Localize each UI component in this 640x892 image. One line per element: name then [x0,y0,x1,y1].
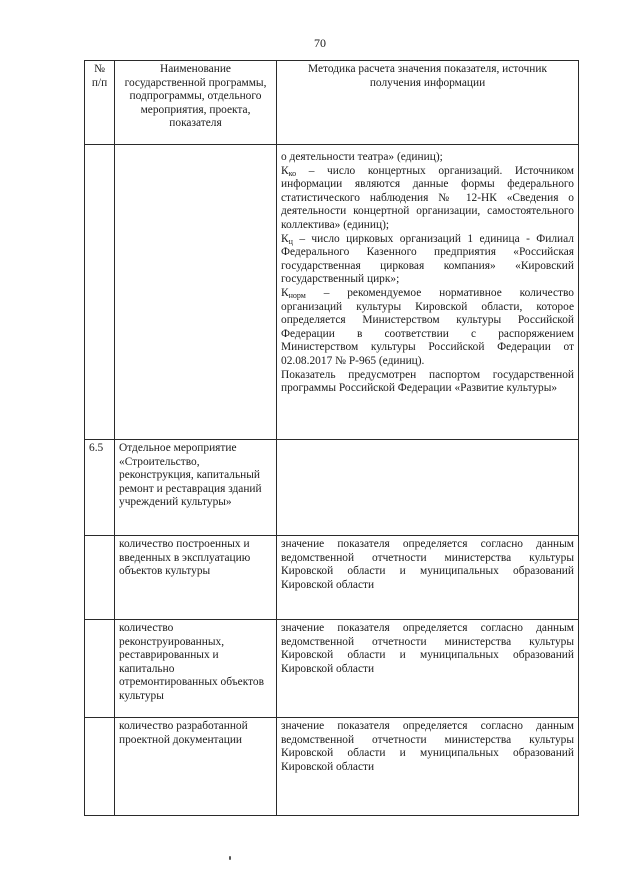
row-number-cell [85,718,115,816]
section-name: Отдельное мероприятие «Строительство, реконструкция, капитальный ремонт и реставрация зданий учреждений культуры» [115,440,277,536]
continuation-name-cell [115,145,277,440]
continuation-method-cell [277,145,579,440]
section-number: 6.5 [85,440,115,536]
indicator-name: количество реконструированных, реставрированных и капитально отремонтированных объектов культуры [115,620,277,718]
indicator-name: количество разработанной проектной документации [115,718,277,816]
symbol-subscript: ц [288,236,293,246]
symbol-subscript: ко [288,168,297,178]
symbol-subscript: норм [288,290,306,300]
symbol-k: К [281,232,289,245]
table-row [85,536,579,620]
row-number-cell [85,620,115,718]
method-text: – рекомендуемое нормативное количество организаций культуры Кировской области, которое определяется Министерством культуры Российской Федерации в соответствии с распоряжением Министерством культуры Российской Федерации от 02.08.2017 № Р-965 (единиц). [281,286,574,367]
indicator-method: значение показателя определяется согласно данным ведомственной отчетности министерства культуры Кировской области и муниципальных образований Кировской области [277,620,579,718]
continuation-number-cell [85,145,115,440]
indicator-method: значение показателя определяется согласно данным ведомственной отчетности министерства культуры Кировской области и муниципальных образований Кировской области [277,536,579,620]
indicator-method: значение показателя определяется согласно данным ведомственной отчетности министерства культуры Кировской области и муниципальных образований Кировской области [277,718,579,816]
table-row [85,620,579,718]
method-paragraph-1: о деятельности театра» (единиц); [281,151,443,163]
method-paragraph-circus [281,233,574,287]
header-name: Наименование государственной программы, подпрограммы, отдельного мероприятия, проекта, показателя [115,61,277,145]
scan-artifact-mark [229,856,231,860]
method-paragraph-passport: Показатель предусмотрен паспортом государственной программы Российской Федерации «Развитие культуры» [281,368,574,395]
method-text: – число цирковых организаций 1 единица - Филиал Федерального Казенного предприятия «Российская государственная цирковая компания» «Кировский государственный цирк»; [281,232,574,286]
method-paragraph-concert [281,165,574,233]
indicator-methodology-table [84,60,579,816]
indicator-name: количество построенных и введенных в эксплуатацию объектов культуры [115,536,277,620]
section-row [85,440,579,536]
table-header-row [85,61,579,145]
row-number-cell [85,536,115,620]
table-row [85,718,579,816]
method-paragraph-norm [281,287,574,369]
page-number: 70 [314,36,326,50]
method-text: – число концертных организаций. Источником информации являются данные формы федерального статистического наблюдения № 12-НК «Сведения о деятельности концертной организации, самостоятельного коллектива» (единиц); [281,164,574,231]
section-method [277,440,579,536]
continuation-row [85,145,579,440]
header-number: № п/п [85,61,115,145]
header-method: Методика расчета значения показателя, источник получения информации [277,61,579,145]
symbol-k: К [281,164,289,177]
symbol-k: К [281,286,289,299]
